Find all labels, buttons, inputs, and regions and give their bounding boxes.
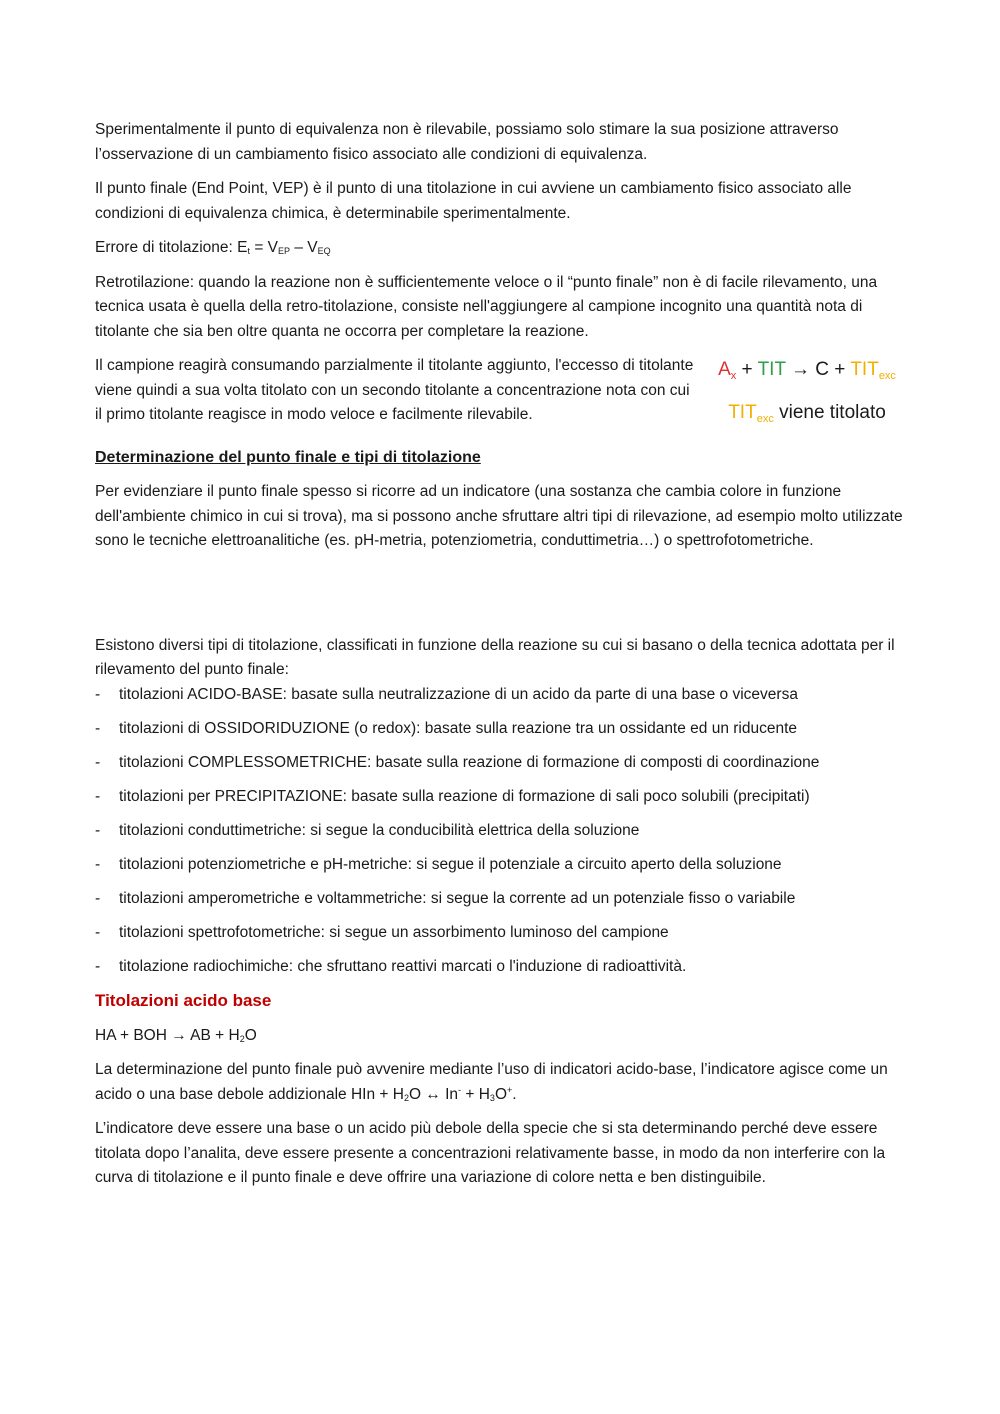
list-item: - titolazione radiochimiche: che sfruttano reattivi marcati o l'induzione di radioattività.	[95, 957, 687, 975]
paragraph-acid-base-reaction: HA + BOH → AB + $H_2O$	[95, 1026, 257, 1044]
equation-reaction: $A_x$ + TIT → $C + TIT_{exc}$	[718, 359, 896, 382]
back-titration-equation	[707, 354, 907, 438]
titration-types-list	[95, 683, 907, 980]
paragraph-indicator: Per evidenziare il punto finale spesso si ricorre ad un indicatore (una sostanza che cambia colore in funzione dell'ambiente chimico in cui si trova), ma si possono anche sfruttare altri tipi di rilevazione, ad esempio molto utilizzate sono le tecniche elettroanalitiche (es. pH-metria, potenziometria, conduttimetria…) o spettrofotometriche.	[95, 483, 903, 549]
list-item: - titolazioni di OSSIDORIDUZIONE (o redox): basate sulla reazione tra un ossidante ed un riducente	[95, 719, 798, 737]
list-item: - titolazioni amperometriche e voltammetriche: si segue la corrente ad un potenziale fisso o variabile	[95, 889, 796, 907]
list-item: - titolazioni ACIDO-BASE: basate sulla neutralizzazione di un acido da parte di una base o viceversa	[95, 685, 798, 703]
section-heading-end-point: Determinazione del punto finale e tipi di titolazione	[95, 448, 481, 466]
back-titration-section	[95, 354, 907, 438]
paragraph-end-point: Il punto finale (End Point, VEP) è il punto di una titolazione in cui avviene un cambiamento fisico associato alle condizioni di equivalenza chimica, è determinabile sperimentalmente.	[95, 180, 852, 222]
document-page	[95, 118, 907, 1201]
list-item: - titolazioni conduttimetriche: si segue la conducibilità elettrica della soluzione	[95, 821, 640, 839]
equation-excess-titrated: $TIT_{exc}$ viene titolato	[728, 401, 886, 425]
paragraph-equivalence: Sperimentalmente il punto di equivalenza non è rilevabile, possiamo solo stimare la sua posizione attraverso l’osservazione di un cambiamento fisico associato alle condizioni di equivalenza.	[95, 121, 839, 163]
paragraph-titration-error: Errore di titolazione: $E_t = V_{EP} - V_{EQ}$	[95, 239, 331, 256]
section-heading-acid-base: Titolazioni acido base	[95, 991, 272, 1010]
list-item: - titolazioni potenziometriche e pH-metriche: si segue il potenziale a circuito aperto della soluzione	[95, 855, 782, 873]
list-item: - titolazioni spettrofotometriche: si segue un assorbimento luminoso del campione	[95, 923, 669, 941]
list-item: - titolazioni per PRECIPITAZIONE: basate sulla reazione di formazione di sali poco solubili (precipitati)	[95, 787, 810, 805]
paragraph-sample-reaction: Il campione reagirà consumando parzialmente il titolante aggiunto, l'eccesso di titolante viene quindi a sua volta titolato con un secondo titolante a concentrazione nota con cui il primo titolante reagisce in modo veloce e facilmente rilevabile.	[95, 357, 694, 423]
list-item: - titolazioni COMPLESSOMETRICHE: basate sulla reazione di formazione di composti di coordinazione	[95, 753, 820, 771]
paragraph-indicator-equilibrium: La determinazione del punto finale può avvenire mediante l’uso di indicatori acido-base, l’indicatore agisce come un acido o una base debole addizionale HIn + $H_2O$ ↔ $In^- + H_3O^+$.	[95, 1061, 888, 1103]
blank-space	[95, 564, 907, 634]
paragraph-titration-types-intro: Esistono diversi tipi di titolazione, classificati in funzione della reazione su cui si basano o della tecnica adottata per il rilevamento del punto finale:	[95, 636, 895, 678]
paragraph-back-titration: Retrotilazione: quando la reazione non è sufficientemente veloce o il “punto finale” non è di facile rilevamento, una tecnica usata è quella della retro-titolazione, consiste nell'aggiungere al campione incognito una quantità nota di titolante che sia ben oltre quanta ne occorra per completare la reazione.	[95, 273, 878, 340]
paragraph-indicator-requirements: L’indicatore deve essere una base o un acido più debole della specie che si sta determinando perché deve essere titolata dopo l’analita, deve essere presente a concentrazioni relativamente basse, in modo da non interferire con la curva di titolazione e il punto finale e deve offrire una variazione di colore netta e ben distinguibile.	[95, 1120, 886, 1186]
